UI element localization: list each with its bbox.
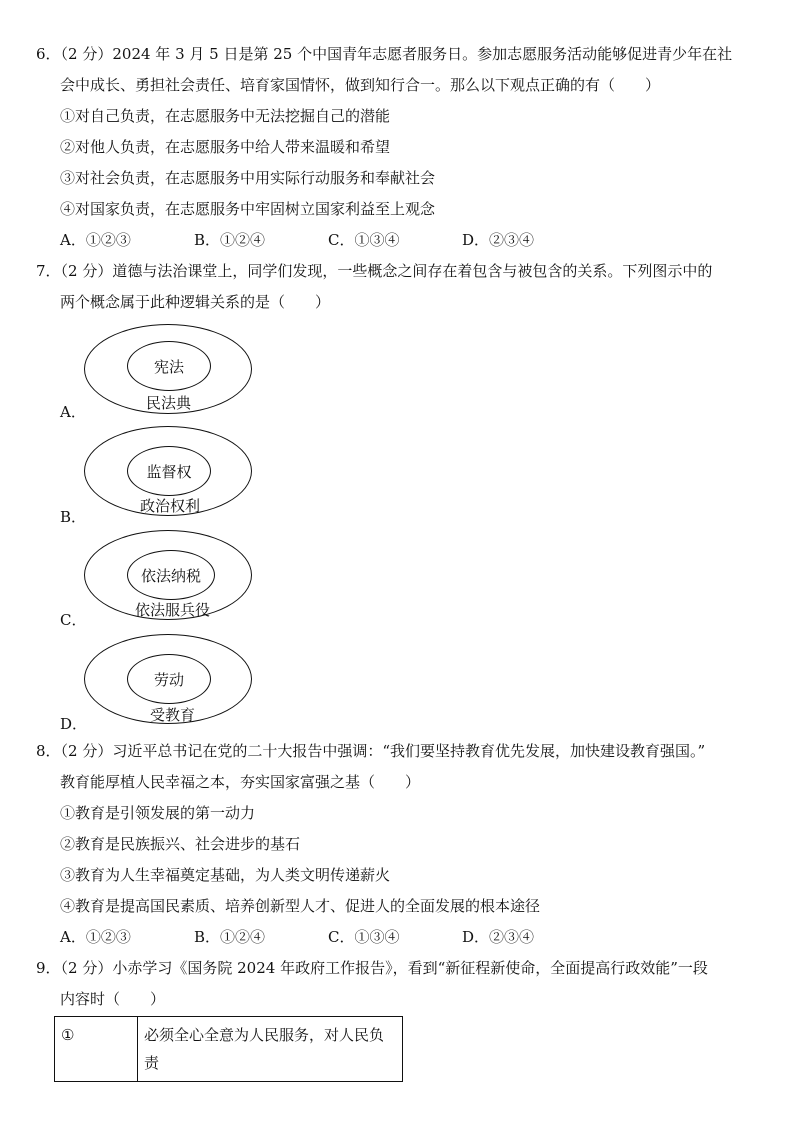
q8-option-d[interactable]: D．②③④ xyxy=(462,928,535,946)
q6-option-d[interactable]: D．②③④ xyxy=(462,231,535,249)
diagram-a-outer-label: 民法典 xyxy=(146,394,192,412)
q9-row-text-line1: 必须全心全意为人民服务，对人民负 xyxy=(144,1026,385,1044)
diagram-d-inner-ellipse xyxy=(127,654,211,704)
q8-item-4: ④教育是提高国民素质、培养创新型人才、促进人的全面发展的根本途径 xyxy=(60,897,541,915)
diagram-c-outer-label: 依法服兵役 xyxy=(135,601,211,619)
q9-stem-line2: 内容时（ ） xyxy=(60,990,166,1008)
q8-item-2: ②教育是民族振兴、社会进步的基石 xyxy=(60,835,301,853)
diagram-d-outer-label: 受教育 xyxy=(150,706,196,724)
diagram-d-inner-label: 劳动 xyxy=(153,670,184,689)
q9-row-text xyxy=(138,1017,403,1082)
q9-statements-table xyxy=(54,1016,403,1082)
diagram-c-letter[interactable]: C． xyxy=(60,611,87,629)
q9-row-number: ① xyxy=(55,1017,138,1082)
q8-stem-line2: 教育能厚植人民幸福之本，夯实国家富强之基（ ） xyxy=(60,773,421,791)
q6-options xyxy=(60,230,534,250)
diagram-a-letter[interactable]: A． xyxy=(60,403,86,421)
q6-stem-line2: 会中成长、勇担社会责任、培育家国情怀，做到知行合一。那么以下观点正确的有（ ） xyxy=(60,76,661,94)
diagram-b-inner-ellipse xyxy=(127,446,211,496)
q6-item-1: ①对自己负责，在志愿服务中无法挖掘自己的潜能 xyxy=(60,107,391,125)
q6-option-a[interactable]: A．①②③ xyxy=(60,231,131,249)
q6-option-b[interactable]: B．①②④ xyxy=(194,231,266,249)
diagram-a-inner-ellipse xyxy=(127,341,211,391)
q6-option-c[interactable]: C．①③④ xyxy=(328,231,400,249)
q8-item-1: ①教育是引领发展的第一动力 xyxy=(60,804,256,822)
diagram-c-inner-ellipse xyxy=(127,550,215,600)
q8-options xyxy=(60,927,534,947)
q8-option-a[interactable]: A．①②③ xyxy=(60,928,131,946)
q6-item-2: ②对他人负责，在志愿服务中给人带来温暖和希望 xyxy=(60,138,391,156)
q8-option-b[interactable]: B．①②④ xyxy=(194,928,266,946)
q7-stem-line2: 两个概念属于此种逻辑关系的是（ ） xyxy=(60,293,331,311)
q9-row-text-line2: 责 xyxy=(144,1054,160,1072)
q6-item-4: ④对国家负责，在志愿服务中牢固树立国家利益至上观念 xyxy=(60,200,436,218)
diagram-a-inner-label: 宪法 xyxy=(153,357,184,376)
q8-item-3: ③教育为人生幸福奠定基础，为人类文明传递薪火 xyxy=(60,866,391,884)
q9-stem-line1: 9．（2 分）小赤学习《国务院 2024 年政府工作报告》，看到“新征程新使命，全面提高行政效能”一段 xyxy=(36,959,708,977)
q8-stem-line1: 8．（2 分）习近平总书记在党的二十大报告中强调：“我们要坚持教育优先发展，加快建设教育强国。” xyxy=(36,742,706,760)
diagram-b-letter[interactable]: B． xyxy=(60,508,87,526)
q6-item-3: ③对社会负责，在志愿服务中用实际行动服务和奉献社会 xyxy=(60,169,436,187)
table-row xyxy=(55,1017,403,1082)
diagram-b-inner-label: 监督权 xyxy=(146,462,192,481)
q7-stem-line1: 7．（2 分）道德与法治课堂上，同学们发现，一些概念之间存在着包含与被包含的关系。下列图示中的 xyxy=(36,262,713,280)
diagram-c-inner-label: 依法纳税 xyxy=(140,566,201,585)
diagram-d-letter[interactable]: D． xyxy=(60,715,88,733)
q6-stem-line1: 6．（2 分）2024 年 3 月 5 日是第 25 个中国青年志愿者服务日。参加志愿服务活动能够促进青少年在社 xyxy=(36,45,733,63)
diagram-b-outer-label: 政治权利 xyxy=(140,497,201,515)
q8-option-c[interactable]: C．①③④ xyxy=(328,928,400,946)
